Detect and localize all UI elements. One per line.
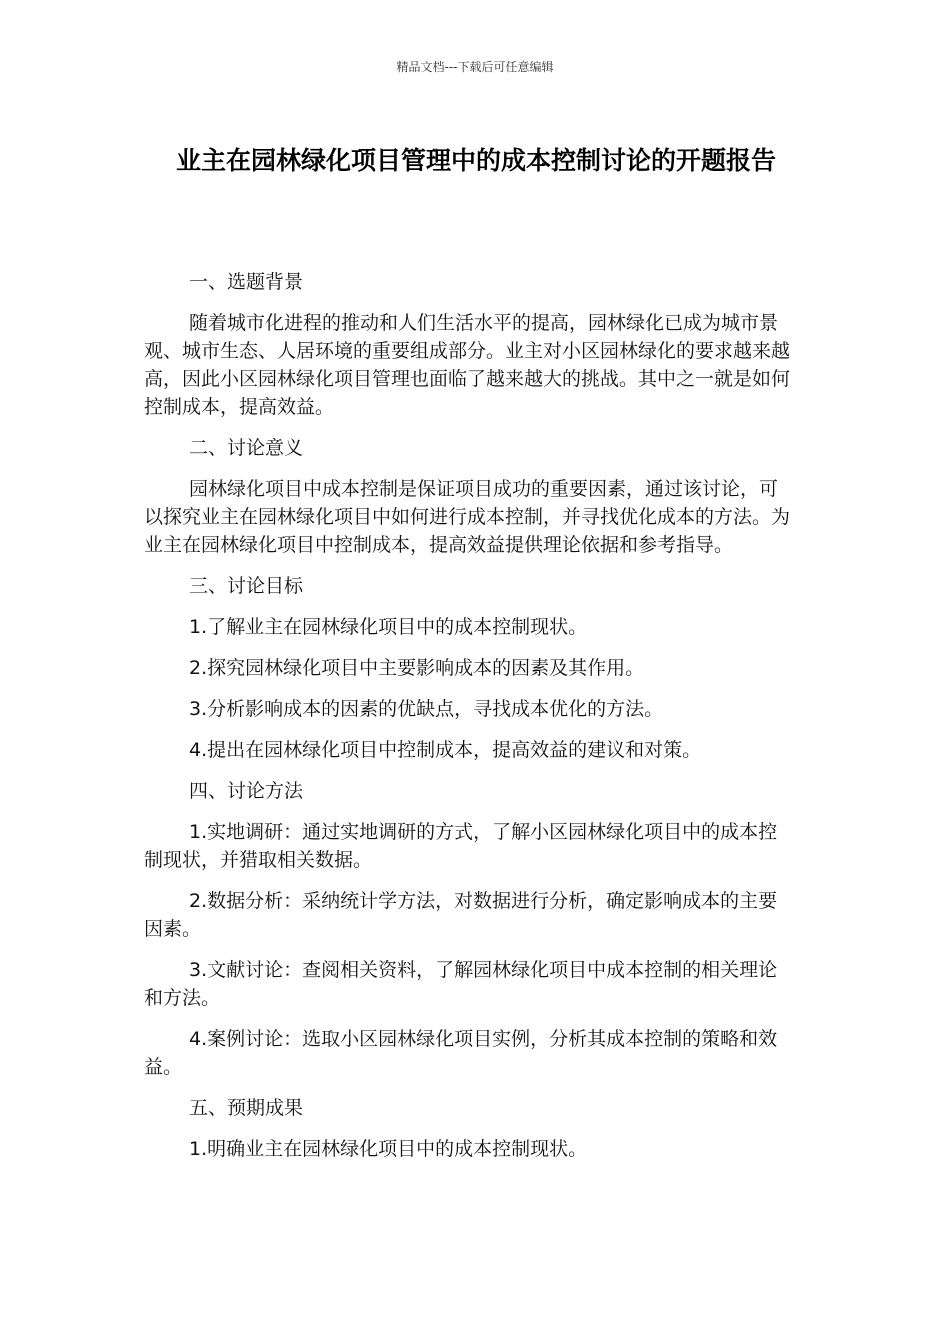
document-title: 业主在园林绿化项目管理中的成本控制讨论的开题报告	[175, 146, 776, 175]
method-item: 4.案例讨论：选取小区园林绿化项目实例，分析其成本控制的策略和效益。	[144, 1028, 778, 1078]
objective-item: 2.探究园林绿化项目中主要影响成本的因素及其作用。	[189, 657, 645, 679]
outcome-item: 1.明确业主在园林绿化项目中的成本控制现状。	[189, 1138, 588, 1160]
section-heading-methods: 四、讨论方法	[189, 780, 304, 802]
section-paragraph-background: 随着城市化进程的推动和人们生活水平的提高，园林绿化已成为城市景观、城市生态、人居环境的重要组成部分。业主对小区园林绿化的要求越来越高，因此小区园林绿化项目管理也面临了越来越大的挑战。其中之一就是如何控制成本，提高效益。	[144, 312, 791, 418]
section-paragraph-significance: 园林绿化项目中成本控制是保证项目成功的重要因素，通过该讨论，可以探究业主在园林绿化项目中如何进行成本控制，并寻找优化成本的方法。为业主在园林绿化项目中控制成本，提高效益提供理论依据和参考指导。	[144, 478, 791, 556]
objective-item: 4.提出在园林绿化项目中控制成本，提高效益的建议和对策。	[189, 739, 702, 761]
section-heading-background: 一、选题背景	[189, 271, 304, 293]
header-note: 精品文档---下载后可任意编辑	[396, 60, 554, 74]
method-item: 3.文献讨论：查阅相关资料，了解园林绿化项目中成本控制的相关理论和方法。	[144, 959, 778, 1009]
method-item: 2.数据分析：采纳统计学方法，对数据进行分析，确定影响成本的主要因素。	[144, 890, 778, 940]
objective-item: 3.分析影响成本的因素的优缺点，寻找成本优化的方法。	[189, 698, 664, 720]
section-heading-significance: 二、讨论意义	[189, 437, 304, 459]
method-item: 1.实地调研：通过实地调研的方式，了解小区园林绿化项目中的成本控制现状，并猎取相关数据。	[144, 821, 778, 871]
objective-item: 1.了解业主在园林绿化项目中的成本控制现状。	[189, 616, 588, 638]
section-heading-outcomes: 五、预期成果	[189, 1097, 304, 1119]
document-body	[144, 268, 794, 1163]
section-heading-objectives: 三、讨论目标	[189, 575, 304, 597]
